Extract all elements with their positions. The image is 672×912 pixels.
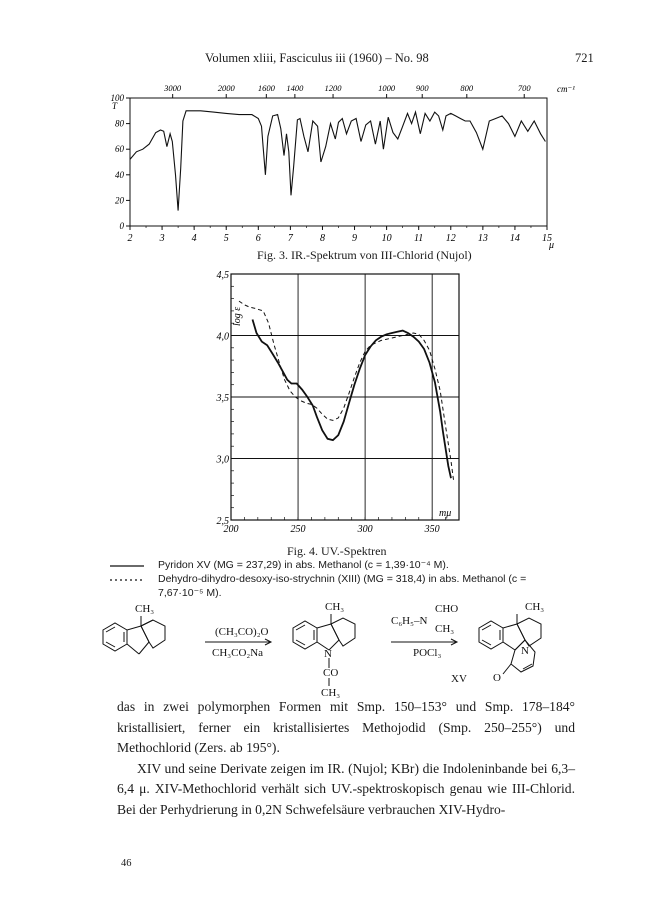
- ir-axes: [112, 84, 575, 250]
- scheme-ch3-2: CH₃: [325, 601, 345, 613]
- scheme-reagent2-ch3: CH₃: [435, 623, 455, 635]
- signature-number: 46: [121, 858, 132, 869]
- uv-y-tick-label: 3,0: [216, 454, 229, 466]
- ir-x-tick-label: 9: [352, 233, 358, 244]
- uv-y-tick-label: 2,5: [216, 516, 229, 527]
- ir-top-tick-label: 1400: [286, 83, 304, 93]
- uv-legend: [110, 558, 580, 600]
- ir-series-line: [130, 111, 545, 211]
- paragraph-1: das in zwei polymorphen Formen mit Smp. 150–153° und Smp. 178–184° kristallisiert, ferner ein kristallisiertes Methojodid (Smp. 250–255°) und Methochlorid (Zers. ab 195°).: [117, 699, 575, 755]
- scheme-reagent-top: (CH₃CO)₂O: [215, 626, 269, 638]
- ir-top-unit: cm⁻¹: [557, 84, 575, 94]
- scheme-ch3-1: CH₃: [135, 603, 155, 615]
- ir-x-tick-label: 6: [255, 233, 261, 244]
- structure-indolenine: [103, 616, 165, 654]
- ir-top-tick-label: 1200: [324, 83, 342, 93]
- scheme-reagent2-bottom: POCl₃: [413, 647, 442, 659]
- uv-series-pyridon-xv: [253, 320, 452, 479]
- scheme-ch3-3: CH₃: [525, 601, 545, 613]
- uv-y-tick-label: 4,0: [216, 331, 229, 343]
- legend-solid-swatch: [110, 562, 146, 568]
- ir-x-tick-label: 10: [381, 233, 392, 244]
- uv-x-tick-label: 250: [290, 524, 306, 535]
- uv-y-label: log ε: [232, 306, 243, 326]
- scheme-acetyl-co: CO: [323, 667, 339, 679]
- journal-header: Volumen xliii, Fasciculus iii (1960) – No. 98: [205, 51, 429, 65]
- ir-x-tick-label: 13: [477, 233, 488, 244]
- uv-x-tick-label: 300: [357, 524, 373, 535]
- scheme-reagent-bottom: CH₃CO₂Na: [212, 647, 264, 659]
- fig3-caption: Fig. 3. IR.-Spektrum von III-Chlorid (Nujol): [257, 248, 472, 262]
- uv-y-tick-label: 4,5: [216, 270, 229, 281]
- legend-dashed-swatch: [110, 576, 146, 582]
- legend-entry-dashed: [110, 572, 580, 586]
- scheme-n-label: N: [324, 648, 332, 660]
- legend-entry-solid: [110, 558, 580, 572]
- ir-x-ticks: [128, 226, 553, 244]
- scheme-o-label: O: [493, 672, 501, 684]
- uv-spectra-chart: [195, 264, 475, 542]
- scheme-reagent2-top: C₆H₅–N: [391, 615, 428, 627]
- running-head: [0, 51, 672, 71]
- ir-x-unit: μ: [549, 240, 555, 250]
- ir-y-tick-label: 20: [115, 195, 124, 206]
- ir-x-tick-label: 14: [509, 233, 520, 244]
- ir-y-tick-label: 40: [115, 169, 124, 180]
- page-number: 721: [575, 51, 594, 65]
- ir-x-tick-label: 5: [223, 233, 229, 244]
- ir-y-ticks: [111, 93, 131, 231]
- ir-y-tick-label: 100: [110, 93, 124, 103]
- ir-x-tick-label: 4: [191, 233, 197, 244]
- legend-solid-text: Pyridon XV (MG = 237,29) in abs. Methanol (c = 1,39·10⁻⁴ M).: [158, 559, 449, 571]
- ir-x-tick-label: 3: [159, 233, 165, 244]
- scheme-acetyl-ch3: CH₃: [321, 687, 341, 698]
- ir-x-tick-label: 11: [414, 233, 424, 244]
- ir-top-tick-label: 900: [415, 83, 429, 93]
- ir-x-tick-label: 8: [319, 233, 325, 244]
- ir-top-tick-label: 700: [517, 83, 531, 93]
- scheme-n-label-2: N: [521, 645, 529, 657]
- uv-x-tick-label: 200: [223, 524, 239, 535]
- uv-x-tick-label: 350: [424, 524, 440, 535]
- structure-pyridon-xv: [479, 614, 541, 674]
- ir-top-ticks: [163, 83, 531, 98]
- body-text: [117, 697, 575, 820]
- ir-top-tick-label: 1000: [378, 83, 396, 93]
- ir-spectrum-chart: [95, 78, 575, 250]
- legend-dashed-text-1: Dehydro-dihydro-desoxy-iso-strychnin (XIII) (MG = 318,4) in abs. Methanol (c =: [158, 573, 527, 585]
- ir-y-label: T: [112, 101, 118, 111]
- ir-x-tick-label: 12: [445, 233, 456, 244]
- ir-top-tick-label: 800: [460, 83, 474, 93]
- ir-y-tick-label: 80: [115, 118, 124, 129]
- ir-x-tick-label: 2: [127, 233, 133, 244]
- reaction-scheme: [95, 598, 585, 698]
- uv-x-label: mμ: [439, 508, 452, 519]
- uv-grid: [231, 274, 459, 520]
- scheme-compound-label: XV: [451, 673, 467, 685]
- ir-x-tick-label: 7: [287, 233, 293, 244]
- fig4-caption: Fig. 4. UV.-Spektren: [287, 544, 387, 558]
- ir-y-tick-label: 0: [119, 221, 124, 231]
- uv-series-xiii: [239, 301, 454, 481]
- scheme-reagent2-cho: CHO: [435, 603, 459, 615]
- uv-y-tick-label: 3,5: [216, 393, 229, 404]
- legend-dashed-continuation: 7,67·10⁻⁵ M).: [158, 587, 222, 599]
- ir-top-tick-label: 2000: [217, 83, 235, 93]
- ir-y-tick-label: 60: [115, 144, 124, 155]
- ir-top-tick-label: 1600: [257, 83, 275, 93]
- ir-top-tick-label: 3000: [164, 83, 182, 93]
- paragraph-2: XIV und seine Derivate zeigen im IR. (Nujol; KBr) die Indoleninbande bei 6,3–6,4 μ. XIV-Methochlorid verhält sich UV.-spektroskopisch genau wie III-Chlorid. Bei der Perhydrierung in 0,2N Schwefelsäure verbrauchen XIV-Hydro-: [117, 760, 575, 817]
- ir-x-tick-label: 15: [542, 233, 552, 244]
- ir-frame: [130, 98, 547, 226]
